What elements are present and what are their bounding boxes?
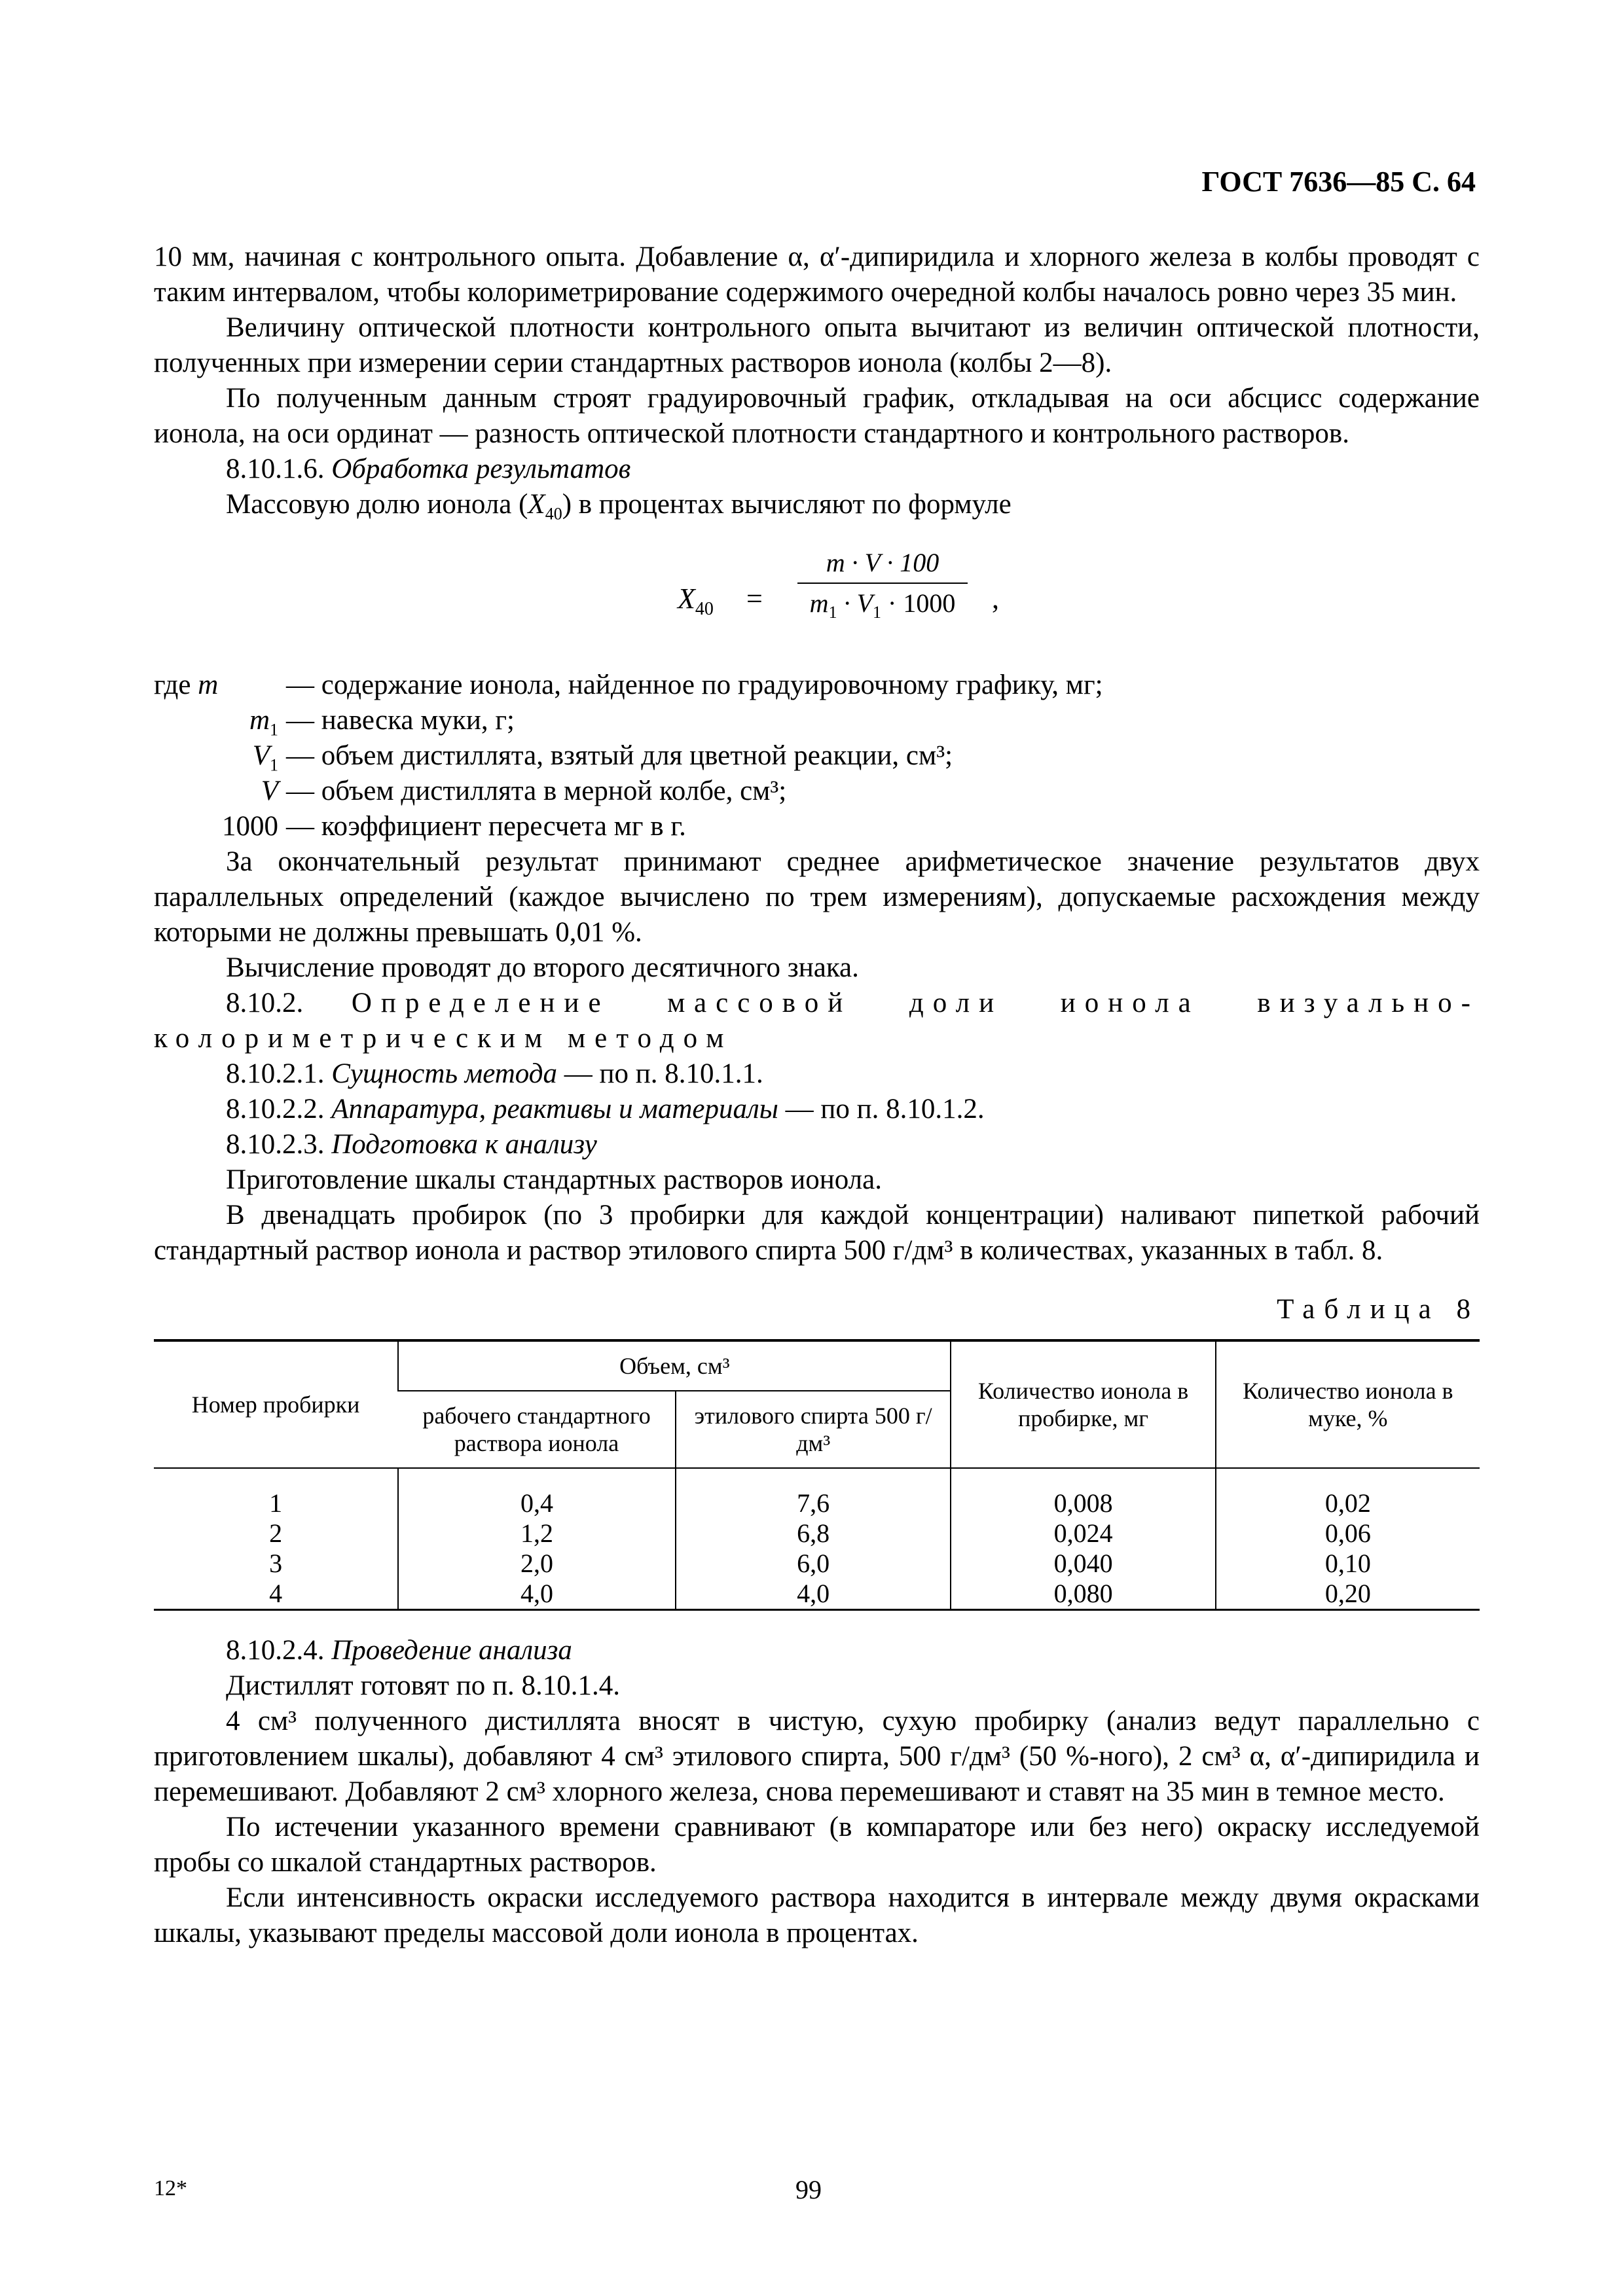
section-heading bbox=[154, 986, 1480, 1056]
definition-row: $V_1$ — объем дистиллята, взятый для цветной реакции, см³; bbox=[252, 740, 953, 775]
paragraph: Если интенсивность окраски исследуемого раствора находится в интервале между двумя окрасками шкалы, указывают пределы массовой доли ионола в процентах. bbox=[154, 1882, 1480, 1948]
section-title: Определение массовой доли ионола визуально-колориметрическим методом bbox=[154, 988, 1480, 1054]
data-table bbox=[154, 1339, 1480, 1611]
page-number: 99 bbox=[795, 2175, 822, 2204]
table-caption: Таблица 8 bbox=[1277, 1294, 1480, 1325]
table-row: 1 0,4 7,6 0,008 0,02 bbox=[154, 1468, 1480, 1518]
definition-row: V — объем дистиллята в мерной колбе, см³; bbox=[261, 776, 787, 806]
section-heading: 8.10.2.4. Проведение анализа bbox=[226, 1635, 572, 1666]
paragraph: В двенадцать пробирок (по 3 пробирки для каждой концентрации) наливают пипеткой рабочий стандартный раствор ионола и раствор этилового спирта 500 г/дм³ в количествах, указанных в табл. 8. bbox=[154, 1200, 1480, 1266]
table-row: 3 2,0 6,0 0,040 0,10 bbox=[154, 1549, 1480, 1579]
paragraph: Приготовление шкалы стандартных растворов ионола. bbox=[226, 1164, 882, 1195]
section-title: Обработка результатов bbox=[331, 454, 631, 484]
paragraph: За окончательный результат принимают среднее арифметическое значение результатов двух параллельных определений (каждое вычислено по трем измерениям), допускаемые расхождения между которыми не должны превышать 0,01 %. bbox=[154, 846, 1480, 948]
formula-denominator: $m_1 \cdot V_1 \cdot 1000$ bbox=[809, 588, 956, 622]
definition-row: 1000 — коэффициент пересчета мг в г. bbox=[222, 811, 686, 842]
signature-mark: 12* bbox=[154, 2176, 187, 2200]
document-body bbox=[154, 240, 1480, 1951]
section-number: 8.10.2. bbox=[226, 988, 304, 1018]
definition-row: $m_1$ — навеска муки, г; bbox=[249, 705, 515, 740]
header-volume: Объем, см³ bbox=[398, 1340, 951, 1391]
formula-equals: = bbox=[746, 583, 763, 615]
page-header: ГОСТ 7636—85 С. 64 bbox=[1201, 166, 1476, 198]
header-volume-working: рабочего стандартного раствора ионола bbox=[398, 1391, 676, 1468]
paragraph: По истечении указанного времени сравнивают (в компараторе или без него) окраску исследуемой пробы со шкалой стандартных растворов. bbox=[154, 1812, 1480, 1878]
header-ionol-in-tube: Количество ионола в пробирке, мг bbox=[951, 1340, 1215, 1468]
formula-numerator: m · V · 100 bbox=[826, 548, 939, 577]
section-number: 8.10.1.6. bbox=[226, 454, 325, 484]
section-heading: 8.10.2.1. Сущность метода — по п. 8.10.1.1. bbox=[226, 1058, 763, 1089]
formula-fraction bbox=[788, 543, 977, 623]
paragraph: Дистиллят готовят по п. 8.10.1.4. bbox=[226, 1670, 621, 1701]
paragraph: 10 мм, начиная с контрольного опыта. Добавление α, α′-дипиридила и хлорного железа в колбы проводят с таким интервалом, чтобы колориметрирование содержимого очередной колбы началось ровно через 35 мин. bbox=[154, 242, 1480, 308]
paragraph: Вычисление проводят до второго десятичного знака. bbox=[226, 952, 859, 983]
table-row: 4 4,0 4,0 0,080 0,20 bbox=[154, 1579, 1480, 1610]
table-row: 2 1,2 6,8 0,024 0,06 bbox=[154, 1518, 1480, 1549]
paragraph: По полученным данным строят градуировочный график, откладывая на оси абсцисс содержание ионола, на оси ординат — разность оптической плотности стандартного и контрольного растворов. bbox=[154, 383, 1480, 449]
section-heading: 8.10.2.2. Аппаратура, реактивы и материалы — по п. 8.10.1.2. bbox=[226, 1094, 985, 1124]
header-ionol-in-flour: Количество ионола в муке, % bbox=[1216, 1340, 1480, 1468]
paragraph: 4 см³ полученного дистиллята вносят в чистую, сухую пробирку (анализ ведут параллельно с приготовлением шкалы), добавляют 4 см³ этилового спирта, 500 г/дм³ (50 %-ного), 2 см³ α, α′-дипиридила и перемешивают. Добавляют 2 см³ хлорного железа, снова перемешивают и ставят на 35 мин в темное место. bbox=[154, 1706, 1480, 1807]
section-heading bbox=[154, 452, 1480, 487]
formula-lhs: $X_{40}$ bbox=[678, 583, 714, 619]
paragraph: Величину оптической плотности контрольного опыта вычитают из величин оптической плотности, полученных при измерении серии стандартных растворов ионола (колбы 2—8). bbox=[154, 312, 1480, 378]
formula bbox=[154, 543, 1480, 641]
section-heading: 8.10.2.3. Подготовка к анализу bbox=[226, 1129, 597, 1160]
formula-comma: , bbox=[992, 583, 999, 615]
formula-definitions bbox=[154, 668, 1480, 844]
header-tube-number: Номер пробирки bbox=[191, 1391, 360, 1418]
formula-intro: Массовую долю ионола $(X_{40})$ в процентах вычисляют по формуле bbox=[226, 489, 1012, 524]
header-volume-ethanol: этилового спирта 500 г/дм³ bbox=[676, 1391, 951, 1468]
definition-row: где m — содержание ионола, найденное по градуировочному графику, мг; bbox=[154, 670, 1103, 700]
